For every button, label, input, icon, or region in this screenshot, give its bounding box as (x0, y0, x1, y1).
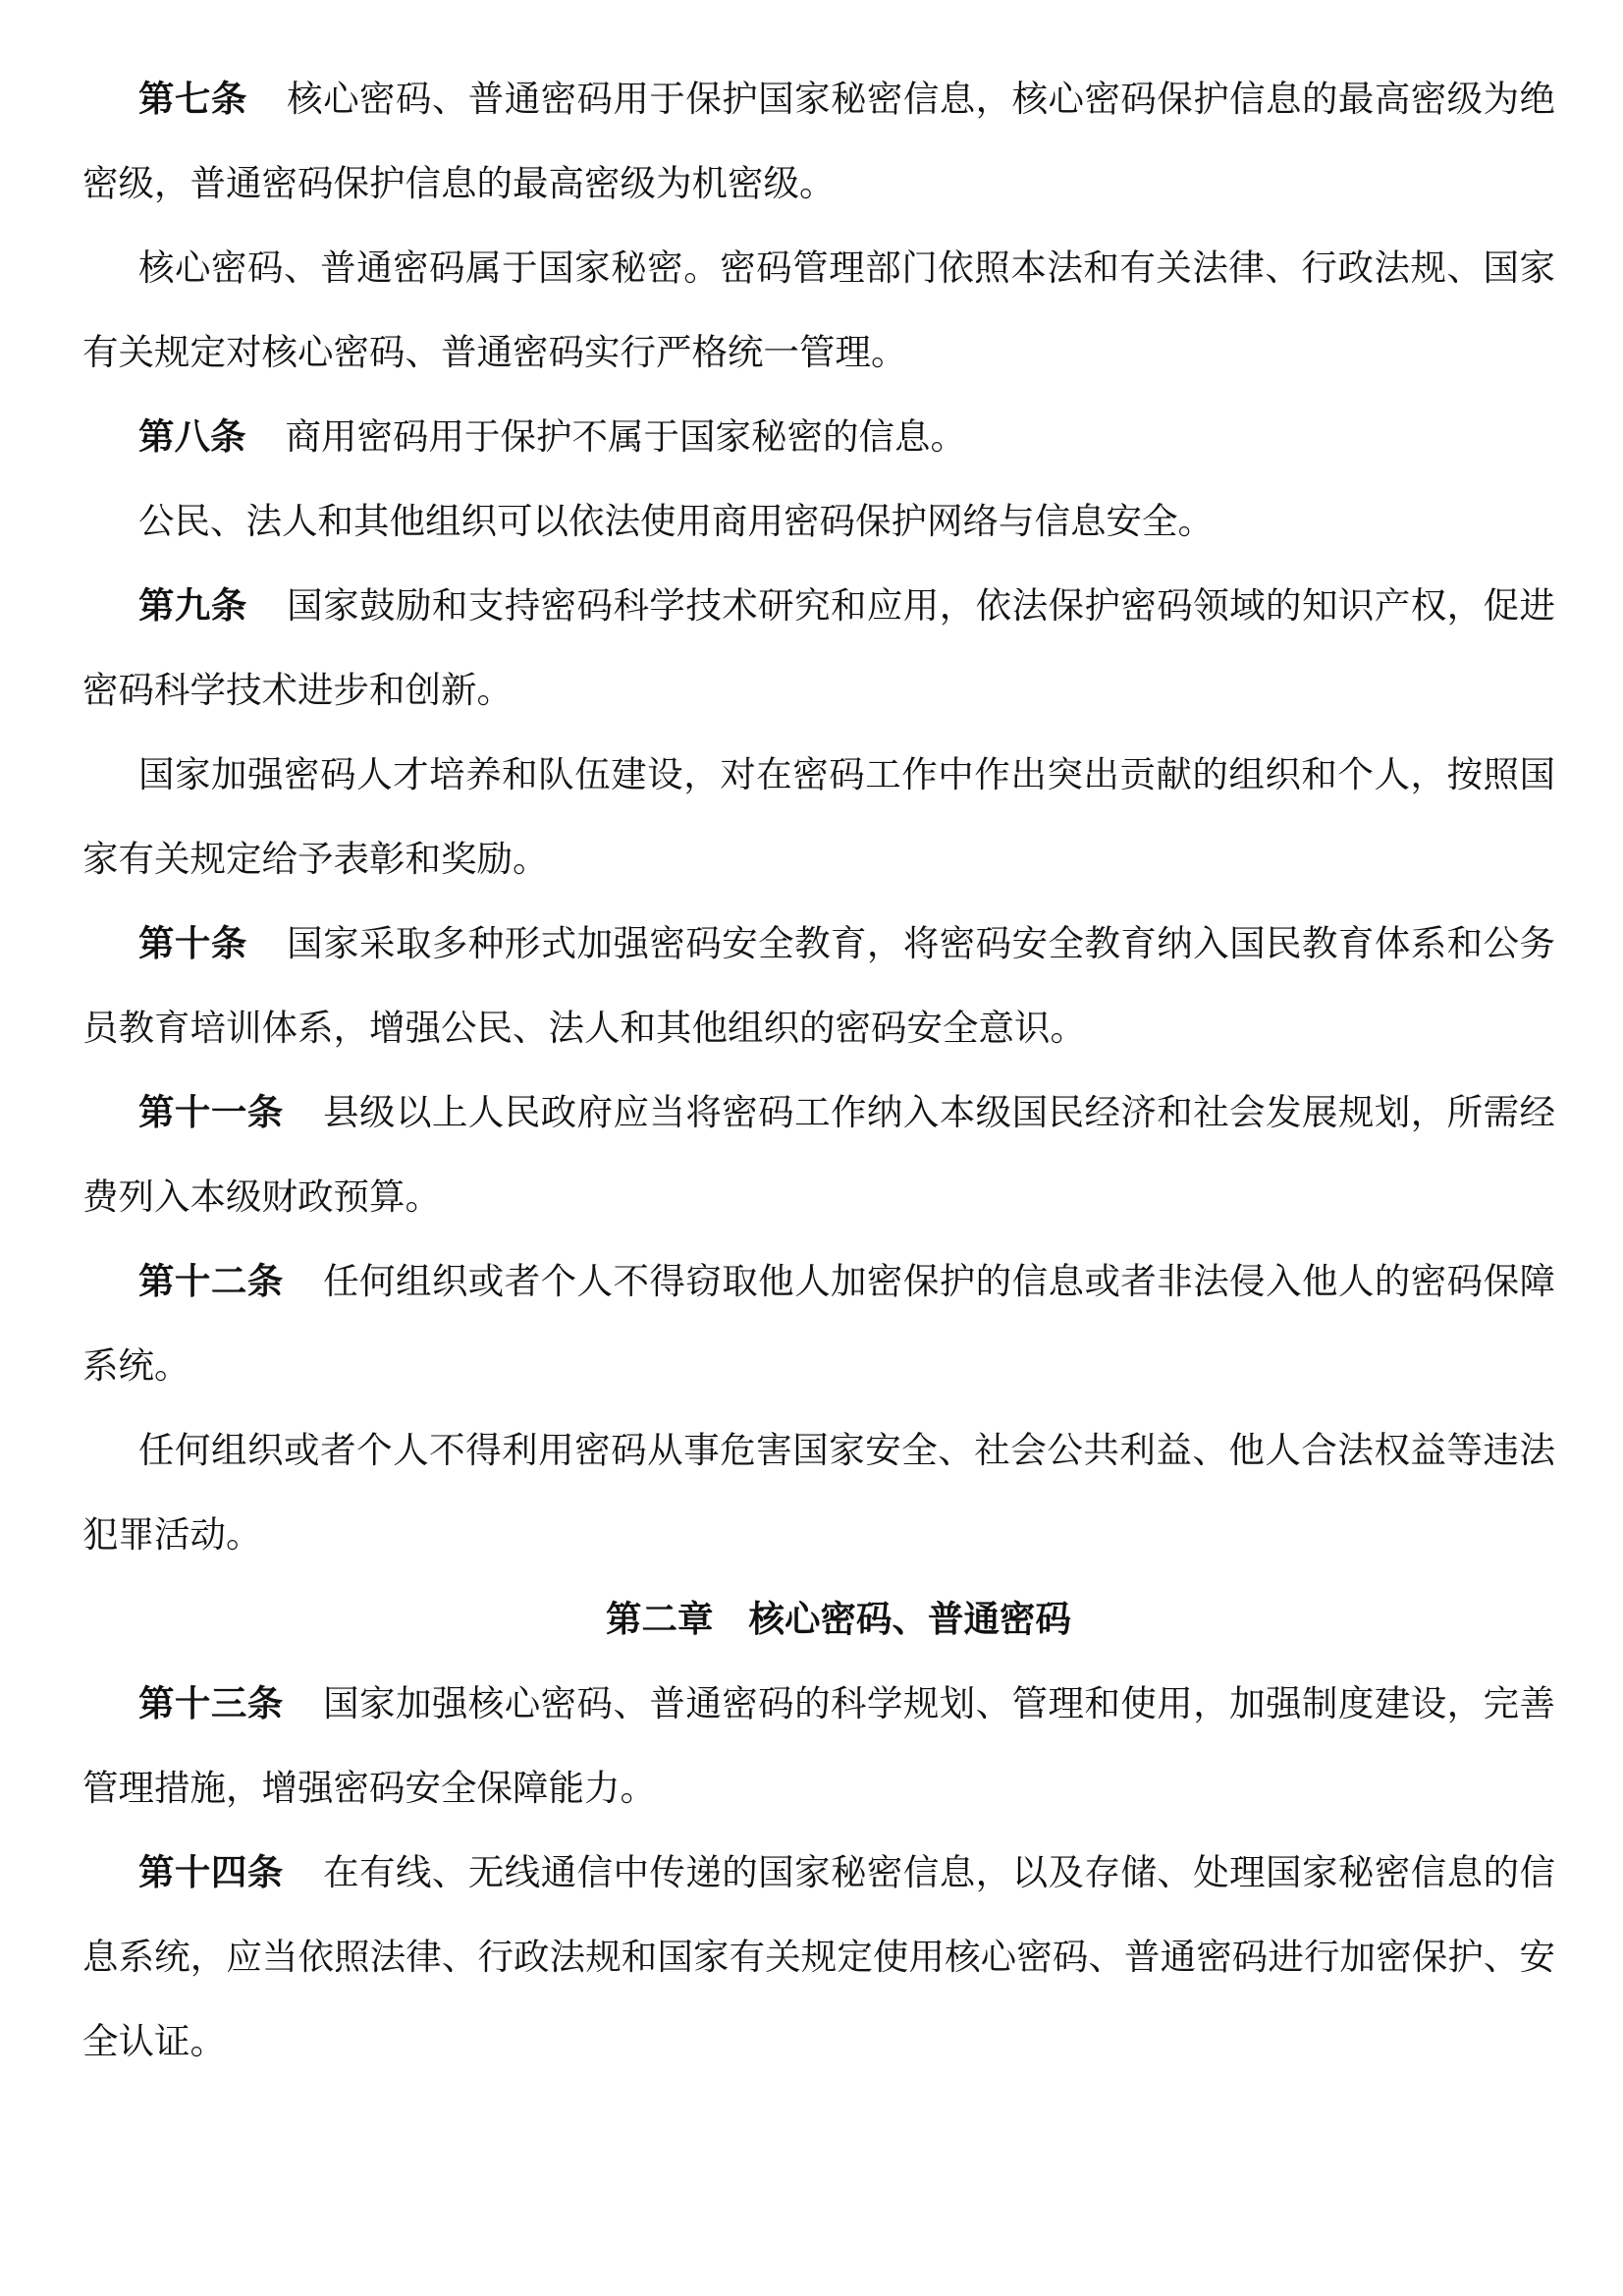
article-10 (82, 902, 1555, 1070)
article-text: 县级以上人民政府应当将密码工作纳入本级国民经济和社会发展规划，所需经费列入本级财政预算。 (82, 1091, 1556, 1218)
paragraph-text: 核心密码、普通密码属于国家秘密。密码管理部门依照本法和有关法律、行政法规、国家有关规定对核心密码、普通密码实行严格统一管理。 (82, 246, 1555, 373)
chapter-title: 核心密码、普通密码 (748, 1598, 1071, 1640)
paragraph-text: 国家加强密码人才培养和队伍建设，对在密码工作中作出突出贡献的组织和个人，按照国家有关规定给予表彰和奖励。 (82, 753, 1555, 880)
paragraph (82, 226, 1555, 395)
article-label: 第十四条 (138, 1851, 284, 1893)
article-text: 在有线、无线通信中传递的国家秘密信息，以及存储、处理国家秘密信息的信息系统，应当依照法律、行政法规和国家有关规定使用核心密码、普通密码进行加密保护、安全认证。 (82, 1851, 1556, 2062)
paragraph-text: 公民、法人和其他组织可以依法使用商用密码保护网络与信息安全。 (138, 500, 1214, 542)
article-8 (82, 395, 1555, 479)
article-12 (82, 1239, 1555, 1408)
article-text: 任何组织或者个人不得窃取他人加密保护的信息或者非法侵入他人的密码保障系统。 (82, 1260, 1556, 1387)
paragraph (82, 1408, 1555, 1577)
article-11 (82, 1070, 1555, 1239)
paragraph-text: 任何组织或者个人不得利用密码从事危害国家安全、社会公共利益、他人合法权益等违法犯罪活动。 (82, 1429, 1555, 1556)
article-label: 第十一条 (138, 1091, 284, 1133)
article-label: 第十三条 (138, 1682, 284, 1724)
article-text: 国家加强核心密码、普通密码的科学规划、管理和使用，加强制度建设，完善管理措施，增强密码安全保障能力。 (82, 1682, 1556, 1809)
paragraph (82, 733, 1555, 902)
article-text: 国家鼓励和支持密码科学技术研究和应用，依法保护密码领域的知识产权，促进密码科学技术进步和创新。 (82, 584, 1556, 711)
article-9 (82, 564, 1555, 733)
article-13 (82, 1662, 1555, 1831)
paragraph (82, 479, 1555, 564)
chapter-heading (82, 1577, 1555, 1662)
article-label: 第十二条 (138, 1260, 284, 1302)
article-label: 第八条 (138, 415, 246, 458)
article-text: 核心密码、普通密码用于保护国家秘密信息，核心密码保护信息的最高密级为绝密级，普通密码保护信息的最高密级为机密级。 (82, 78, 1556, 204)
article-label: 第十条 (138, 922, 247, 964)
article-7 (82, 57, 1555, 226)
document-page (82, 57, 1555, 2084)
article-text: 国家采取多种形式加强密码安全教育，将密码安全教育纳入国民教育体系和公务员教育培训体系，增强公民、法人和其他组织的密码安全意识。 (82, 922, 1556, 1049)
article-14 (82, 1831, 1555, 2084)
article-text: 商用密码用于保护不属于国家秘密的信息。 (285, 415, 966, 458)
article-label: 第九条 (138, 584, 247, 627)
article-label: 第七条 (138, 78, 247, 120)
chapter-label: 第二章 (606, 1598, 714, 1640)
